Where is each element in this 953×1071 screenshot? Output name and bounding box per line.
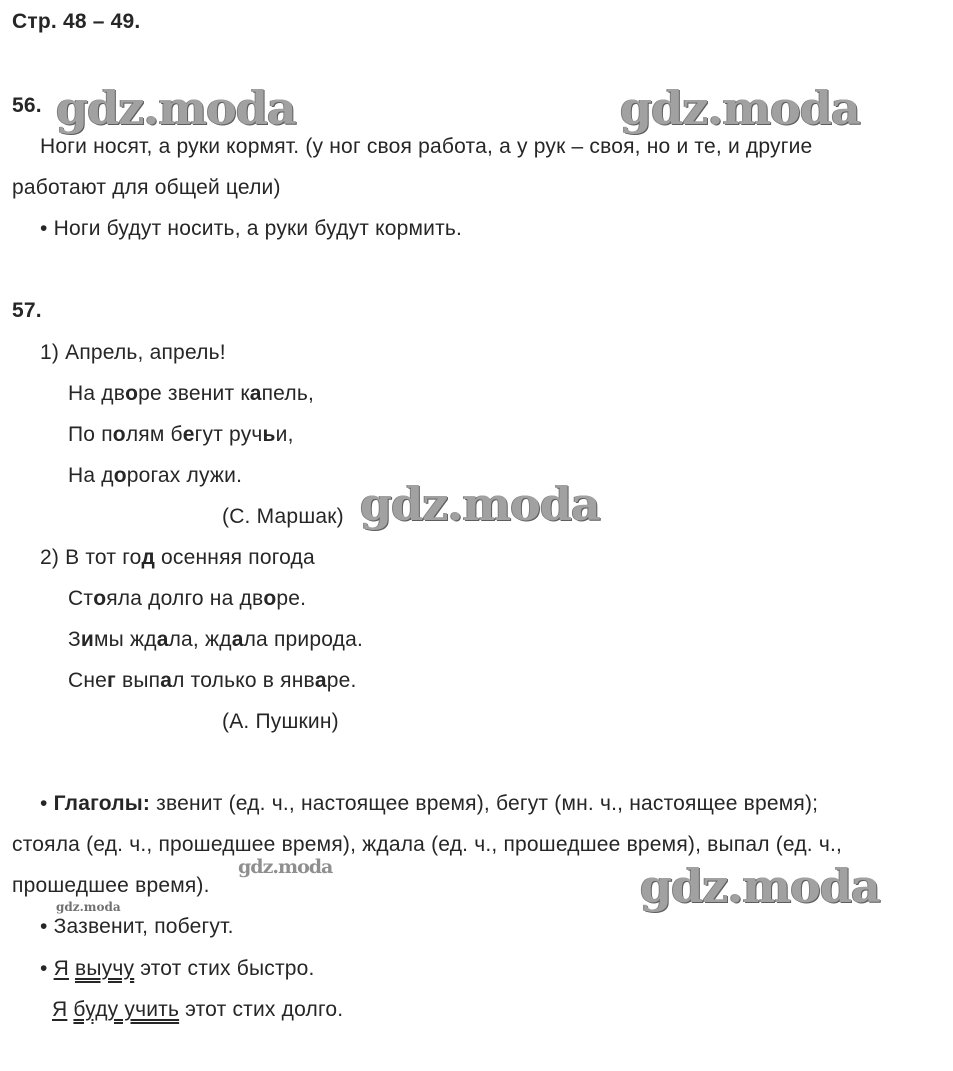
poem1-line1: 1) Апрель, апрель!	[40, 341, 226, 364]
sentence-2: Я буду учить этот стих долго.	[52, 998, 344, 1021]
poem2-line3: Зимы ждала, ждала природа.	[68, 628, 363, 651]
poem1-line3: По полям бегут ручьи,	[68, 423, 294, 446]
subject: Я	[53, 957, 69, 980]
watermark: gdz.moda	[238, 856, 333, 878]
exercise-56-number: 56.	[12, 94, 42, 117]
watermark: gdz.moda	[620, 81, 860, 135]
exercise-56-answer: • Ноги будут носить, а руки будут кормить.	[40, 217, 463, 240]
predicate: буду учить	[73, 998, 180, 1021]
poem2-line1: 2) В тот год осенняя погода	[40, 546, 315, 569]
exercise-56-text-line2: работают для общей цели)	[12, 176, 281, 199]
verbs-line1: • Глаголы: звенит (ед. ч., настоящее время), бегут (мн. ч., настоящее время);	[40, 792, 819, 815]
poem2-line2: Стояла долго на дворе.	[68, 587, 307, 610]
watermark: gdz.moda	[640, 859, 880, 913]
watermark: gdz.moda	[360, 477, 600, 531]
sentence-1: • Я выучу этот стих быстро.	[40, 957, 315, 980]
verbs-line2: стояла (ед. ч., прошедшее время), ждала (ед. ч., прошедшее время), выпал (ед. ч.,	[12, 833, 843, 856]
poem1-author: (С. Маршак)	[222, 505, 344, 528]
page-title: Стр. 48 – 49.	[12, 10, 141, 33]
poem2-author: (А. Пушкин)	[222, 710, 339, 733]
verbs-line3: прошедшее время).	[12, 874, 210, 897]
exercise-56-text-line1: Ноги носят, а руки кормят. (у ног своя работа, а у рук – своя, но и те, и другие	[40, 135, 813, 158]
subject: Я	[52, 998, 68, 1021]
future-forms: • Зазвенит, побегут.	[40, 915, 234, 938]
poem1-line4: На дорогах лужи.	[68, 464, 243, 487]
verbs-label: Глаголы:	[53, 792, 151, 815]
poem1-line2: На дворе звенит капель,	[68, 382, 314, 405]
watermark: gdz.moda	[56, 900, 121, 914]
exercise-57-number: 57.	[12, 299, 42, 322]
poem2-line4: Снег выпал только в январе.	[68, 669, 357, 692]
predicate: выучу	[75, 957, 135, 980]
watermark: gdz.moda	[56, 81, 296, 135]
